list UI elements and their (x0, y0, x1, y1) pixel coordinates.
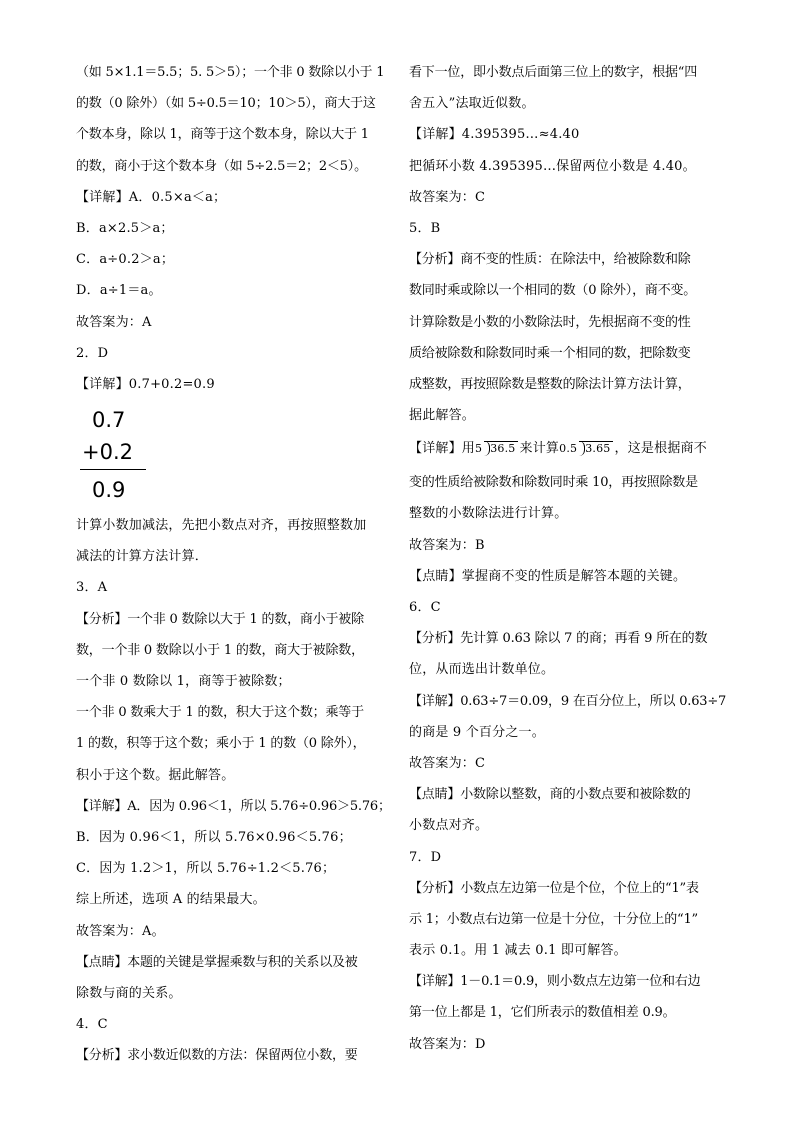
right-column (409, 57, 731, 1060)
text-line: 小数点对齐。 (409, 818, 489, 834)
text-line: 【点睛】掌握商不变的性质是解答本题的关键。 (409, 568, 687, 584)
text-line: （如 5×1.1＝5.5；5. 5＞5）；一个非 0 数除以小于 1 (76, 65, 385, 80)
text-line: 综上所述，选项 A 的结果最大。 (76, 892, 266, 908)
text-line: 【详解】A．因为 0.96＜1，所以 5.76÷0.96＞5.76； (76, 798, 391, 814)
text-line: 整数的小数除法进行计算。 (409, 506, 568, 522)
text-line: 故答案为：A (76, 314, 152, 330)
text-line: 一个非 0 数乘大于 1 的数，积大于这个数；乘等于 (76, 705, 364, 721)
left-column (76, 57, 398, 1071)
text-line: C．因为 1.2＞1，所以 5.76÷1.2＜5.76； (76, 861, 336, 877)
text-line: 【点睛】本题的关键是掌握乘数与积的关系以及被 (76, 954, 358, 970)
text-line: 故答案为：C (409, 189, 486, 205)
division-dividend-1: 36.5 (484, 441, 517, 456)
sum-rule-line (80, 469, 146, 470)
question-number: 2．D (76, 345, 109, 361)
text-line: 把循环小数 4.395395…保留两位小数是 4.40。 (409, 158, 696, 174)
text-line: C．a÷0.2＞a； (76, 252, 175, 268)
long-division-1 (475, 441, 520, 456)
division-divisor-1: 5 (475, 442, 483, 456)
question-number: 3．A (76, 580, 108, 596)
vertical-calculation (76, 402, 398, 504)
question-number: 5．B (409, 220, 441, 236)
text-line: 故答案为：A。 (76, 923, 165, 939)
text-line: B．因为 0.96＜1，所以 5.76×0.96＜5.76； (76, 829, 352, 845)
text-line: 成整数，再按照除数是整数的除法计算方法计算， (409, 376, 691, 392)
text-line: 【详解】4.395395…≈4.40 (409, 127, 580, 143)
text-line: 数同时乘或除以一个相同的数（0 除外），商不变。 (409, 283, 697, 299)
text-line: 据此解答。 (409, 408, 476, 424)
question-number: 7．D (409, 849, 442, 865)
text-line: 数，一个非 0 数除以小于 1 的数，商大于被除数， (76, 642, 364, 658)
question-number: 6．C (409, 600, 441, 615)
text-line: 的数（0 除外）（如 5÷0.5＝10；10＞5），商大于这 (76, 96, 376, 112)
vertical-addend-1: 0.7 (92, 408, 126, 433)
text-line: 第一位上都是 1，它们所表示的数值相差 0.9。 (409, 1005, 676, 1021)
division-divisor-2: 0.5 (559, 442, 578, 456)
text-line: 【详解】0.7+0.2=0.9 (76, 376, 215, 392)
text-line: 位，从而选出计数单位。 (409, 662, 555, 678)
text-line: 看下一位，即小数点后面第三位上的数字，根据“四 (409, 65, 698, 80)
text-line: 【分析】先计算 0.63 除以 7 的商；再看 9 所在的数 (409, 631, 708, 647)
text-line: D．a÷1＝a。 (76, 283, 162, 299)
text-line: 【分析】小数点左边第一位是个位，个位上的“1”表 (409, 880, 699, 896)
text-line: 的商是 9 个百分之一。 (409, 724, 545, 740)
text-line: 计算除数是小数的小数除法时，先根据商不变的性 (409, 314, 691, 330)
text-line: 【详解】0.63÷7＝0.09，9 在百分位上，所以 0.63÷7 (409, 693, 727, 709)
text-line: 【分析】商不变的性质：在除法中，给被除数和除 (409, 252, 691, 268)
division-dividend-2: 3.65 (579, 441, 612, 456)
text-line: 【点睛】小数除以整数，商的小数点要和被除数的 (409, 787, 691, 803)
text-line: 一个非 0 数除以 1，商等于被除数； (76, 674, 291, 689)
text-line: 计算小数加减法，先把小数点对齐，再按照整数加 (76, 518, 367, 534)
division-explanation-line (409, 431, 731, 467)
text-line: 故答案为：C (409, 755, 486, 771)
text-line: B．a×2.5＞a； (76, 220, 174, 236)
text-line: 【详解】A．0.5×a＜a； (76, 189, 227, 205)
text-line: 【详解】1－0.1＝0.9，则小数点左边第一位和右边 (409, 974, 701, 990)
text-line: 舍五入”法取近似数。 (409, 96, 535, 112)
text-line: 【分析】求小数近似数的方法：保留两位小数，要 (76, 1048, 358, 1064)
text-line: 故答案为：D (409, 1036, 486, 1052)
text-line: 质给被除数和除数同时乘一个相同的数，把除数变 (409, 345, 691, 361)
text-line: 个数本身，除以 1，商等于这个数本身，除以大于 1 (76, 127, 369, 143)
text-line: 减法的计算方法计算． (76, 549, 209, 565)
text-line: 1 的数，积等于这个数；乘小于 1 的数（0 除外）， (76, 736, 366, 752)
text-line: 故答案为：B (409, 537, 485, 553)
text-line: 【分析】一个非 0 数除以大于 1 的数，商小于被除 (76, 611, 364, 627)
text-line: 积小于这个数。据此解答。 (76, 767, 235, 783)
text-line: 表示 0.1。用 1 减去 0.1 即可解答。 (409, 943, 627, 959)
long-division-2 (559, 441, 614, 456)
text-line: 示 1；小数点右边第一位是十分位，十分位上的“1” (409, 911, 698, 927)
question-number: 4．C (76, 1017, 108, 1033)
text-line: 除数与商的关系。 (76, 985, 182, 1001)
text-line: 变的性质给被除数和除数同时乘 10，再按照除数是 (409, 475, 698, 491)
vertical-sum: 0.9 (92, 478, 126, 503)
text-line: 的数，商小于这个数本身（如 5÷2.5＝2；2＜5）。 (76, 158, 367, 174)
vertical-addend-2: +0.2 (82, 440, 133, 465)
division-suffix: ，这是根据商不 (614, 441, 707, 457)
division-middle: 来计算 (519, 441, 560, 457)
division-prefix: 【详解】用 (409, 441, 476, 457)
